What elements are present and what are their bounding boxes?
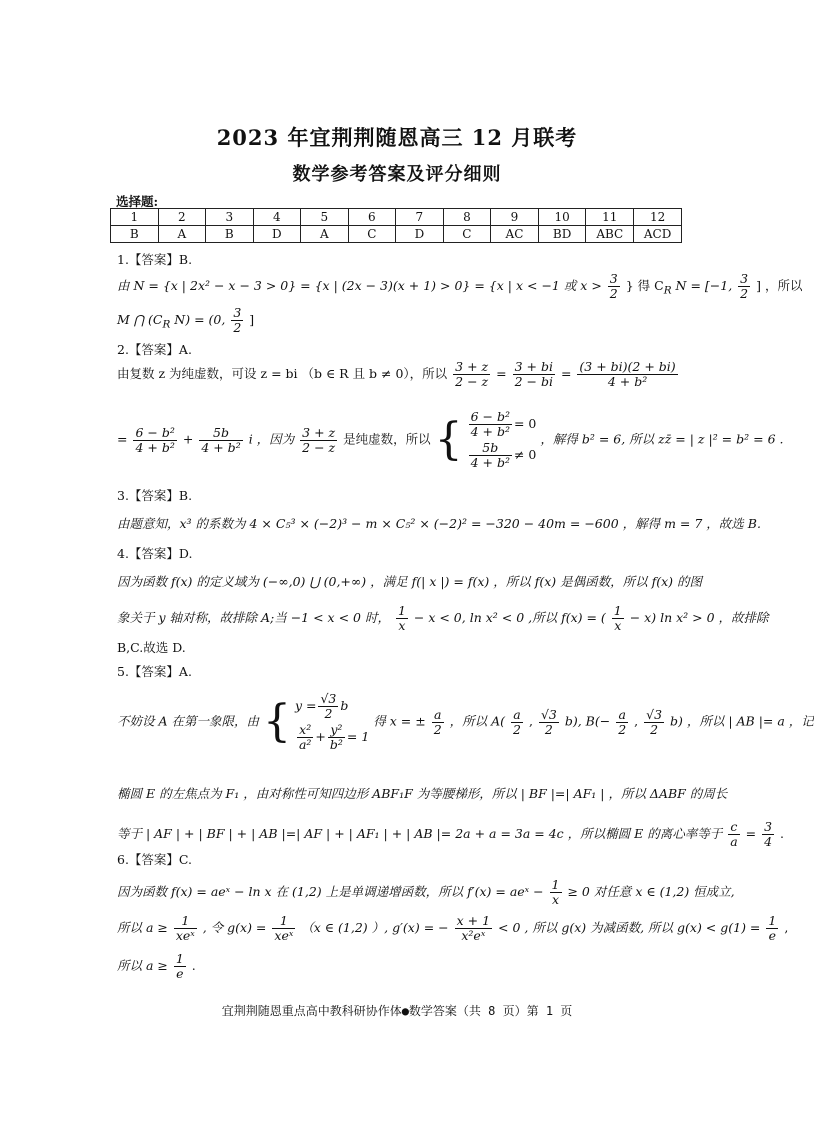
q1-line-2: M ⋂ ($C_R$ N) = (0, $\frac{3}{2}$ ] xyxy=(117,305,255,335)
question-number-cell: 10 xyxy=(538,209,586,226)
answer-key-table xyxy=(110,208,682,243)
answer-cell: ABC xyxy=(586,226,634,243)
answer-cell: D xyxy=(396,226,444,243)
equation-system: y = $\frac{√3}{2}$ b $\frac{\text{x²}}{\text{a²}}$ + $\frac{\text{y²}}{\text{b²}}$ = 1 xyxy=(294,691,370,752)
answer-cell: BD xyxy=(538,226,586,243)
answer-cell: B xyxy=(206,226,254,243)
question-number-cell: 11 xyxy=(586,209,634,226)
page-footer: 宜荆荆随恩重点高中教科研协作体●数学答案（共 8 页）第 1 页 xyxy=(221,1004,573,1018)
q1-line-1: 由 N = {x | 2x² − x − 3 > 0} = {x | (2x − 3)(x + 1) > 0} = {x | x < −1 或 x > $\frac{3}{2}$ } 得 $C_R$ N = [−1, $\frac{3}{2}$ ] ，所以 xyxy=(117,271,803,301)
q5-heading: 5.【答案】A. xyxy=(117,664,192,679)
q2-heading: 2.【答案】A. xyxy=(117,342,192,357)
fraction: $\frac{a}{2}$ xyxy=(513,706,521,737)
q1-heading: 1.【答案】B. xyxy=(117,252,193,267)
answer-cell: B xyxy=(111,226,159,243)
left-brace-icon: { xyxy=(262,696,291,747)
fraction: $\frac{3}{2}$ xyxy=(233,305,242,335)
answer-cell: A xyxy=(158,226,206,243)
answer-cell: AC xyxy=(491,226,539,243)
page-title: 2023 年宜荆荆随恩高三 12 月联考 xyxy=(216,125,578,150)
fraction: $\frac{c}{a}$ xyxy=(730,819,738,849)
question-number-cell: 2 xyxy=(158,209,206,226)
question-number-cell: 8 xyxy=(443,209,491,226)
fraction: $\frac{3}{4}$ xyxy=(764,819,773,849)
q2-line-2: = $\frac{\text{6 − b²}}{\text{4 + b²}}$ + $\frac{5b}{\text{4 + b²}}$ i ，因为 $\frac{3 + z}{2 - z}$ 是纯虚数，所以 { $\frac{\text{6 − b²}}{\text{4 + b²}}$ = 0 $\frac{5b}{\text{4 + b²}}$ ≠ 0 ，解得 b² = 6, 所以 zz̄ = | z |² = b² = 6 . xyxy=(117,409,784,470)
answer-row xyxy=(111,226,682,243)
choice-section-label: 选择题: xyxy=(116,194,159,209)
fraction: $\frac{x + 1}{\text{x²eˣ}}$ xyxy=(456,913,491,943)
q2-line-1: 由复数 z 为纯虚数，可设 z = bi （b ∈ R 且 b ≠ 0），所以 $\frac{3 + z}{2 - z}$ = $\frac{3 + bi}{2 - bi}$ = $\frac{(3 + bi)(2 + bi)}{\text{4 + b²}}$ xyxy=(117,359,676,389)
fraction: $\frac{\text{6 − b²}}{\text{4 + b²}}$ xyxy=(135,424,175,455)
answer-cell: C xyxy=(348,226,396,243)
fraction: $\frac{(3 + bi)(2 + bi)}{\text{4 + b²}}$ xyxy=(579,359,676,389)
answer-cell: ACD xyxy=(634,226,682,243)
fraction: $\frac{1}{x}$ xyxy=(613,603,622,633)
fraction: $\frac{5b}{\text{4 + b²}}$ xyxy=(201,424,241,455)
q5-line-3: 等于 | AF | + | BF | + | AB |=| AF | + | AF₁ | + | AB |= 2a + a = 3a = 4c ，所以椭圆 E 的离心率等于 $\frac{c}{a}$ = $\frac{3}{4}$ . xyxy=(117,819,785,849)
fraction: $\frac{1}{e}$ xyxy=(768,913,777,943)
answer-cell: A xyxy=(301,226,349,243)
q4-line-3: B,C.故选 D. xyxy=(117,640,186,655)
question-number-cell: 9 xyxy=(491,209,539,226)
question-number-cell: 7 xyxy=(396,209,444,226)
fraction: $\frac{3 + z}{2 - z}$ xyxy=(302,424,336,455)
q4-line-2: 象关于 y 轴对称，故排除 A;当 −1 < x < 0 时， $\frac{1}{x}$ − x < 0, ln x² < 0 ,所以 f(x) = ( $\frac{1}{x}$ − x) ln x² > 0 ，故排除 xyxy=(117,603,769,633)
q6-line-1: 因为函数 f(x) = aeˣ − ln x 在 (1,2) 上是单调递增函数，所以 f′(x) = aeˣ − $\frac{1}{x}$ ≥ 0 对任意 x ∈ (1,2) 恒成立, xyxy=(117,877,735,907)
question-number-cell: 5 xyxy=(301,209,349,226)
fraction: $\frac{√3}{2}$ xyxy=(646,706,663,737)
q4-heading: 4.【答案】D. xyxy=(117,546,193,561)
fraction: $\frac{1}{\text{xeˣ}}$ xyxy=(274,913,294,943)
q4-line-1: 因为函数 f(x) 的定义域为 (−∞,0) ⋃ (0,+∞) ，满足 f(| x |) = f(x) ，所以 f(x) 是偶函数，所以 f(x) 的图 xyxy=(117,574,703,589)
question-number-cell: 4 xyxy=(253,209,301,226)
fraction: $\frac{a}{2}$ xyxy=(618,706,627,737)
q3-heading: 3.【答案】B. xyxy=(117,488,193,503)
fraction: $\frac{1}{x}$ xyxy=(397,603,406,633)
question-number-cell: 6 xyxy=(348,209,396,226)
fraction: $\frac{1}{x}$ xyxy=(551,877,560,907)
fraction: $\frac{3}{2}$ xyxy=(609,271,618,301)
question-number-row xyxy=(111,209,682,226)
q6-heading: 6.【答案】C. xyxy=(117,852,193,867)
fraction: $\frac{3 + z}{2 - z}$ xyxy=(455,359,489,389)
question-number-cell: 3 xyxy=(206,209,254,226)
equation-system: $\frac{\text{6 − b²}}{\text{4 + b²}}$ = 0 $\frac{5b}{\text{4 + b²}}$ ≠ 0 xyxy=(470,409,537,470)
fraction: $\frac{a}{2}$ xyxy=(433,706,442,737)
answer-cell: C xyxy=(443,226,491,243)
fraction: $\frac{1}{e}$ xyxy=(175,951,184,981)
fraction: $\frac{3 + bi}{2 - bi}$ xyxy=(514,359,553,389)
q5-line-1: 不妨设 A 在第一象限，由 { y = $\frac{√3}{2}$ b $\frac{\text{x²}}{\text{a²}}$ + $\frac{\text{y²}}{\text{b²}}$ = 1 得 x = ± $\frac{a}{2}$ ，所以 A( $\frac{a}{2}$ , $\frac{√3}{2}$ b), B(− $\frac{a}{2}$ , $\frac{√3}{2}$ b) ，所以 | AB |= a ，记 xyxy=(117,691,814,752)
q5-line-2: 椭圆 E 的左焦点为 F₁ ，由对称性可知四边形 ABF₁F 为等腰梯形，所以 | BF |=| AF₁ | ，所以 ΔABF 的周长 xyxy=(117,786,728,801)
fraction: $\frac{√3}{2}$ xyxy=(540,706,557,737)
fraction: $\frac{3}{2}$ xyxy=(740,271,749,301)
question-number-cell: 12 xyxy=(634,209,682,226)
q6-line-3: 所以 a ≥ $\frac{1}{e}$ . xyxy=(117,951,196,981)
fraction: $\frac{1}{\text{xeˣ}}$ xyxy=(175,913,195,943)
q3-line-1: 由题意知，x³ 的系数为 4 × C₅³ × (−2)³ − m × C₅² × (−2)² = −320 − 40m = −600 ，解得 m = 7 ，故选 B. xyxy=(117,516,761,531)
question-number-cell: 1 xyxy=(111,209,159,226)
q6-line-2: 所以 a ≥ $\frac{1}{\text{xeˣ}}$ , 令 g(x) = $\frac{1}{\text{xeˣ}}$ （x ∈ (1,2) ）, g′(x) = − $\frac{x + 1}{\text{x²eˣ}}$ < 0 , 所以 g(x) 为减函数, 所以 g(x) < g(1) = $\frac{1}{e}$ , xyxy=(117,913,789,943)
left-brace-icon: { xyxy=(434,414,463,465)
answer-cell: D xyxy=(253,226,301,243)
page-subtitle: 数学参考答案及评分细则 xyxy=(292,164,502,185)
